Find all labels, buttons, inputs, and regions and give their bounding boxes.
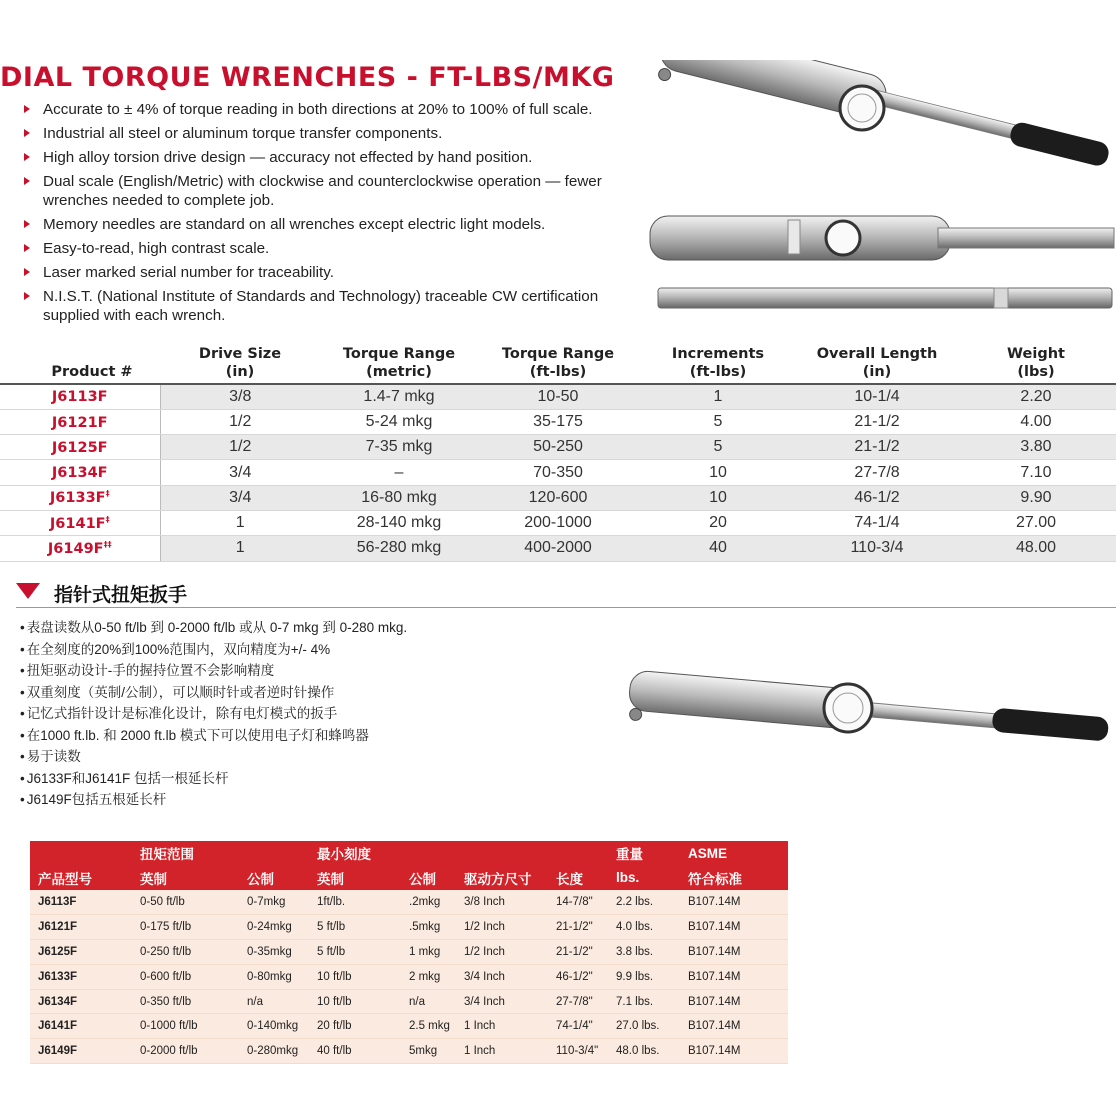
specs-table-cn (30, 841, 788, 1064)
cell: 120-600 (478, 485, 638, 510)
cell: 5-24 mkg (320, 409, 478, 434)
cell: 21-1/2 (798, 435, 956, 460)
bullet-arrow-icon (24, 177, 30, 185)
cell: 1 (160, 536, 320, 561)
product-number: J6133F (30, 964, 132, 989)
cell: B107.14M (680, 890, 788, 915)
col-header: Product # (0, 340, 160, 384)
cell: 20 (638, 510, 798, 535)
cell: 27-7/8 (798, 460, 956, 485)
table-header-row (30, 866, 788, 891)
col-header (30, 841, 132, 866)
cell: 1 Inch (456, 1014, 548, 1039)
cell: 28-140 mkg (320, 510, 478, 535)
cell: 10-1/4 (798, 384, 956, 409)
feature-item: High alloy torsion drive design — accuracy not effected by hand position. (24, 148, 644, 167)
cell: 2 mkg (401, 964, 456, 989)
cell: B107.14M (680, 1039, 788, 1064)
cell: 10 (638, 485, 798, 510)
feature-item: N.I.S.T. (National Institute of Standards and Technology) traceable CW certification supplied with each wrench. (24, 287, 644, 325)
cell: 46-1/2 (798, 485, 956, 510)
table-row (30, 964, 788, 989)
product-number: J6149F (30, 1039, 132, 1064)
table-row (30, 890, 788, 915)
table-row (0, 384, 1116, 409)
bullet-arrow-icon (24, 268, 30, 276)
cell: B107.14M (680, 964, 788, 989)
cell: 74-1/4 (798, 510, 956, 535)
table-row (0, 460, 1116, 485)
cell: 1/2 (160, 435, 320, 460)
product-number: J6113F (0, 384, 160, 409)
cell: 48.00 (956, 536, 1116, 561)
cell: 0-24mkg (239, 915, 309, 940)
list-item: • J6133F和J6141F 包括一根延长杆 (20, 768, 620, 790)
product-number: J6149F‡‡ (0, 536, 160, 561)
cell: 20 ft/lb (309, 1014, 401, 1039)
table-row (30, 940, 788, 965)
cell: 7.1 lbs. (608, 989, 680, 1014)
col-header: 英制 (132, 866, 239, 891)
cell: 0-600 ft/lb (132, 964, 239, 989)
product-number: J6141F‡ (0, 510, 160, 535)
cell: 1/2 Inch (456, 915, 548, 940)
cell: 3/4 Inch (456, 989, 548, 1014)
cn-feature-list (20, 617, 620, 811)
straight-dial-wrench-image (648, 210, 1118, 270)
bullet-arrow-icon (24, 153, 30, 161)
cell: 1/2 (160, 409, 320, 434)
cell: 5 ft/lb (309, 915, 401, 940)
cell: 1ft/lb. (309, 890, 401, 915)
table-row (30, 989, 788, 1014)
cell: 2.2 lbs. (608, 890, 680, 915)
cell: .2mkg (401, 890, 456, 915)
extension-bar-image (656, 284, 1116, 314)
cell: 48.0 lbs. (608, 1039, 680, 1064)
cn-section-title: 指针式扭矩扳手 (54, 584, 188, 606)
product-number: J6134F (0, 460, 160, 485)
product-number: J6133F‡ (0, 485, 160, 510)
cell: 2.20 (956, 384, 1116, 409)
col-header (401, 841, 456, 866)
col-header: 产品型号 (30, 866, 132, 891)
cn-section-header (16, 580, 1116, 608)
col-header: lbs. (608, 866, 680, 891)
cell: 50-250 (478, 435, 638, 460)
specs-table-en (0, 340, 1116, 562)
cell: 5mkg (401, 1039, 456, 1064)
cell: 0-1000 ft/lb (132, 1014, 239, 1039)
product-number: J6141F (30, 1014, 132, 1039)
cell: 46-1/2" (548, 964, 608, 989)
cell: 7.10 (956, 460, 1116, 485)
col-header: Weight (lbs) (956, 340, 1116, 384)
col-header: 扭矩范围 (132, 841, 239, 866)
list-item: • 扭矩驱动设计-手的握持位置不会影响精度 (20, 660, 620, 682)
col-header: Increments (ft-lbs) (638, 340, 798, 384)
cell: 10 ft/lb (309, 989, 401, 1014)
cell: B107.14M (680, 915, 788, 940)
list-item: • 在全刻度的20%到100%范围内，双向精度为+/- 4% (20, 639, 620, 661)
cell: n/a (239, 989, 309, 1014)
cell: .5mkg (401, 915, 456, 940)
col-header: 长度 (548, 866, 608, 891)
table-row (0, 510, 1116, 535)
table-row (0, 409, 1116, 434)
cell: B107.14M (680, 989, 788, 1014)
page-title: DIAL TORQUE WRENCHES - FT-LBS/MKG (0, 62, 615, 93)
bullet-arrow-icon (24, 292, 30, 300)
product-number: J6125F (0, 435, 160, 460)
cell: 35-175 (478, 409, 638, 434)
cell: 10-50 (478, 384, 638, 409)
feature-item: Accurate to ± 4% of torque reading in both directions at 20% to 100% of full scale. (24, 100, 644, 119)
cell: 7-35 mkg (320, 435, 478, 460)
col-header (548, 841, 608, 866)
cell: 3/4 (160, 485, 320, 510)
product-number: J6121F (30, 915, 132, 940)
cell: 110-3/4" (548, 1039, 608, 1064)
cell: 5 (638, 435, 798, 460)
col-header: 符合标准 (680, 866, 788, 891)
feature-item: Dual scale (English/Metric) with clockwise and counterclockwise operation — fewer wrenches needed to complete job. (24, 172, 644, 210)
cell: 3/4 (160, 460, 320, 485)
cell: 1.4-7 mkg (320, 384, 478, 409)
product-number: J6125F (30, 940, 132, 965)
cell: 0-2000 ft/lb (132, 1039, 239, 1064)
cell: 21-1/2 (798, 409, 956, 434)
cell: 0-250 ft/lb (132, 940, 239, 965)
cell: 70-350 (478, 460, 638, 485)
cell: 14-7/8" (548, 890, 608, 915)
product-number: J6134F (30, 989, 132, 1014)
bullet-arrow-icon (24, 129, 30, 137)
cell: 0-80mkg (239, 964, 309, 989)
table-row (30, 1014, 788, 1039)
bullet-arrow-icon (24, 105, 30, 113)
feature-item: Industrial all steel or aluminum torque transfer components. (24, 124, 644, 143)
cell: 3.8 lbs. (608, 940, 680, 965)
cell: 4.0 lbs. (608, 915, 680, 940)
col-header: Drive Size (in) (160, 340, 320, 384)
feature-item: Easy-to-read, high contrast scale. (24, 239, 644, 258)
cell: 40 (638, 536, 798, 561)
cell: 110-3/4 (798, 536, 956, 561)
cell: B107.14M (680, 1014, 788, 1039)
dial-torque-wrench-image-2 (620, 670, 1115, 770)
cell: 16-80 mkg (320, 485, 478, 510)
cell: 0-175 ft/lb (132, 915, 239, 940)
col-header: Torque Range (metric) (320, 340, 478, 384)
cell: n/a (401, 989, 456, 1014)
cell: 56-280 mkg (320, 536, 478, 561)
list-item: • 易于读数 (20, 746, 620, 768)
cell: 1 (160, 510, 320, 535)
cell: 9.9 lbs. (608, 964, 680, 989)
table-row (0, 435, 1116, 460)
cell: 27-7/8" (548, 989, 608, 1014)
col-header: 最小刻度 (309, 841, 401, 866)
list-item: • 记忆式指针设计是标准化设计，除有电灯模式的扳手 (20, 703, 620, 725)
list-item: • J6149F包括五根延长杆 (20, 789, 620, 811)
col-header (456, 841, 548, 866)
table-row (30, 1039, 788, 1064)
cell: 0-50 ft/lb (132, 890, 239, 915)
cell: 40 ft/lb (309, 1039, 401, 1064)
cell: 74-1/4" (548, 1014, 608, 1039)
col-header: Overall Length (in) (798, 340, 956, 384)
table-row (30, 915, 788, 940)
cell: 0-140mkg (239, 1014, 309, 1039)
cell: 3/8 Inch (456, 890, 548, 915)
feature-item: Memory needles are standard on all wrenches except electric light models. (24, 215, 644, 234)
cell: 3.80 (956, 435, 1116, 460)
table-row (0, 536, 1116, 561)
feature-list (24, 100, 644, 330)
cell: 5 ft/lb (309, 940, 401, 965)
col-header (239, 841, 309, 866)
col-header: 公制 (401, 866, 456, 891)
cell: 10 ft/lb (309, 964, 401, 989)
cell: – (320, 460, 478, 485)
cell: 21-1/2" (548, 940, 608, 965)
cell: 1 mkg (401, 940, 456, 965)
cell: 9.90 (956, 485, 1116, 510)
table-header-row (30, 841, 788, 866)
cell: 1 (638, 384, 798, 409)
cell: 27.0 lbs. (608, 1014, 680, 1039)
cell: 27.00 (956, 510, 1116, 535)
col-header: 公制 (239, 866, 309, 891)
cell: 3/4 Inch (456, 964, 548, 989)
cell: B107.14M (680, 940, 788, 965)
product-number: J6121F (0, 409, 160, 434)
list-item: • 表盘读数从0-50 ft/lb 到 0-2000 ft/lb 或从 0-7 mkg 到 0-280 mkg. (20, 617, 620, 639)
cell: 1 Inch (456, 1039, 548, 1064)
feature-item: Laser marked serial number for traceability. (24, 263, 644, 282)
cell: 0-350 ft/lb (132, 989, 239, 1014)
table-header-row (0, 340, 1116, 384)
table-row (0, 485, 1116, 510)
cell: 21-1/2" (548, 915, 608, 940)
col-header: 英制 (309, 866, 401, 891)
cell: 0-280mkg (239, 1039, 309, 1064)
cell: 200-1000 (478, 510, 638, 535)
col-header: 重量 (608, 841, 680, 866)
product-number: J6113F (30, 890, 132, 915)
cell: 0-7mkg (239, 890, 309, 915)
cell: 2.5 mkg (401, 1014, 456, 1039)
cell: 5 (638, 409, 798, 434)
cell: 4.00 (956, 409, 1116, 434)
col-header: ASME (680, 841, 788, 866)
col-header: 驱动方尺寸 (456, 866, 548, 891)
list-item: • 双重刻度（英制/公制），可以顺时针或者逆时针操作 (20, 682, 620, 704)
cell: 1/2 Inch (456, 940, 548, 965)
dial-torque-wrench-image (640, 60, 1120, 190)
list-item: • 在1000 ft.lb. 和 2000 ft.lb 模式下可以使用电子灯和蜂鸣器 (20, 725, 620, 747)
cell: 0-35mkg (239, 940, 309, 965)
cell: 10 (638, 460, 798, 485)
bullet-arrow-icon (24, 220, 30, 228)
triangle-down-icon (16, 583, 40, 599)
cell: 400-2000 (478, 536, 638, 561)
col-header: Torque Range (ft-lbs) (478, 340, 638, 384)
cell: 3/8 (160, 384, 320, 409)
bullet-arrow-icon (24, 244, 30, 252)
